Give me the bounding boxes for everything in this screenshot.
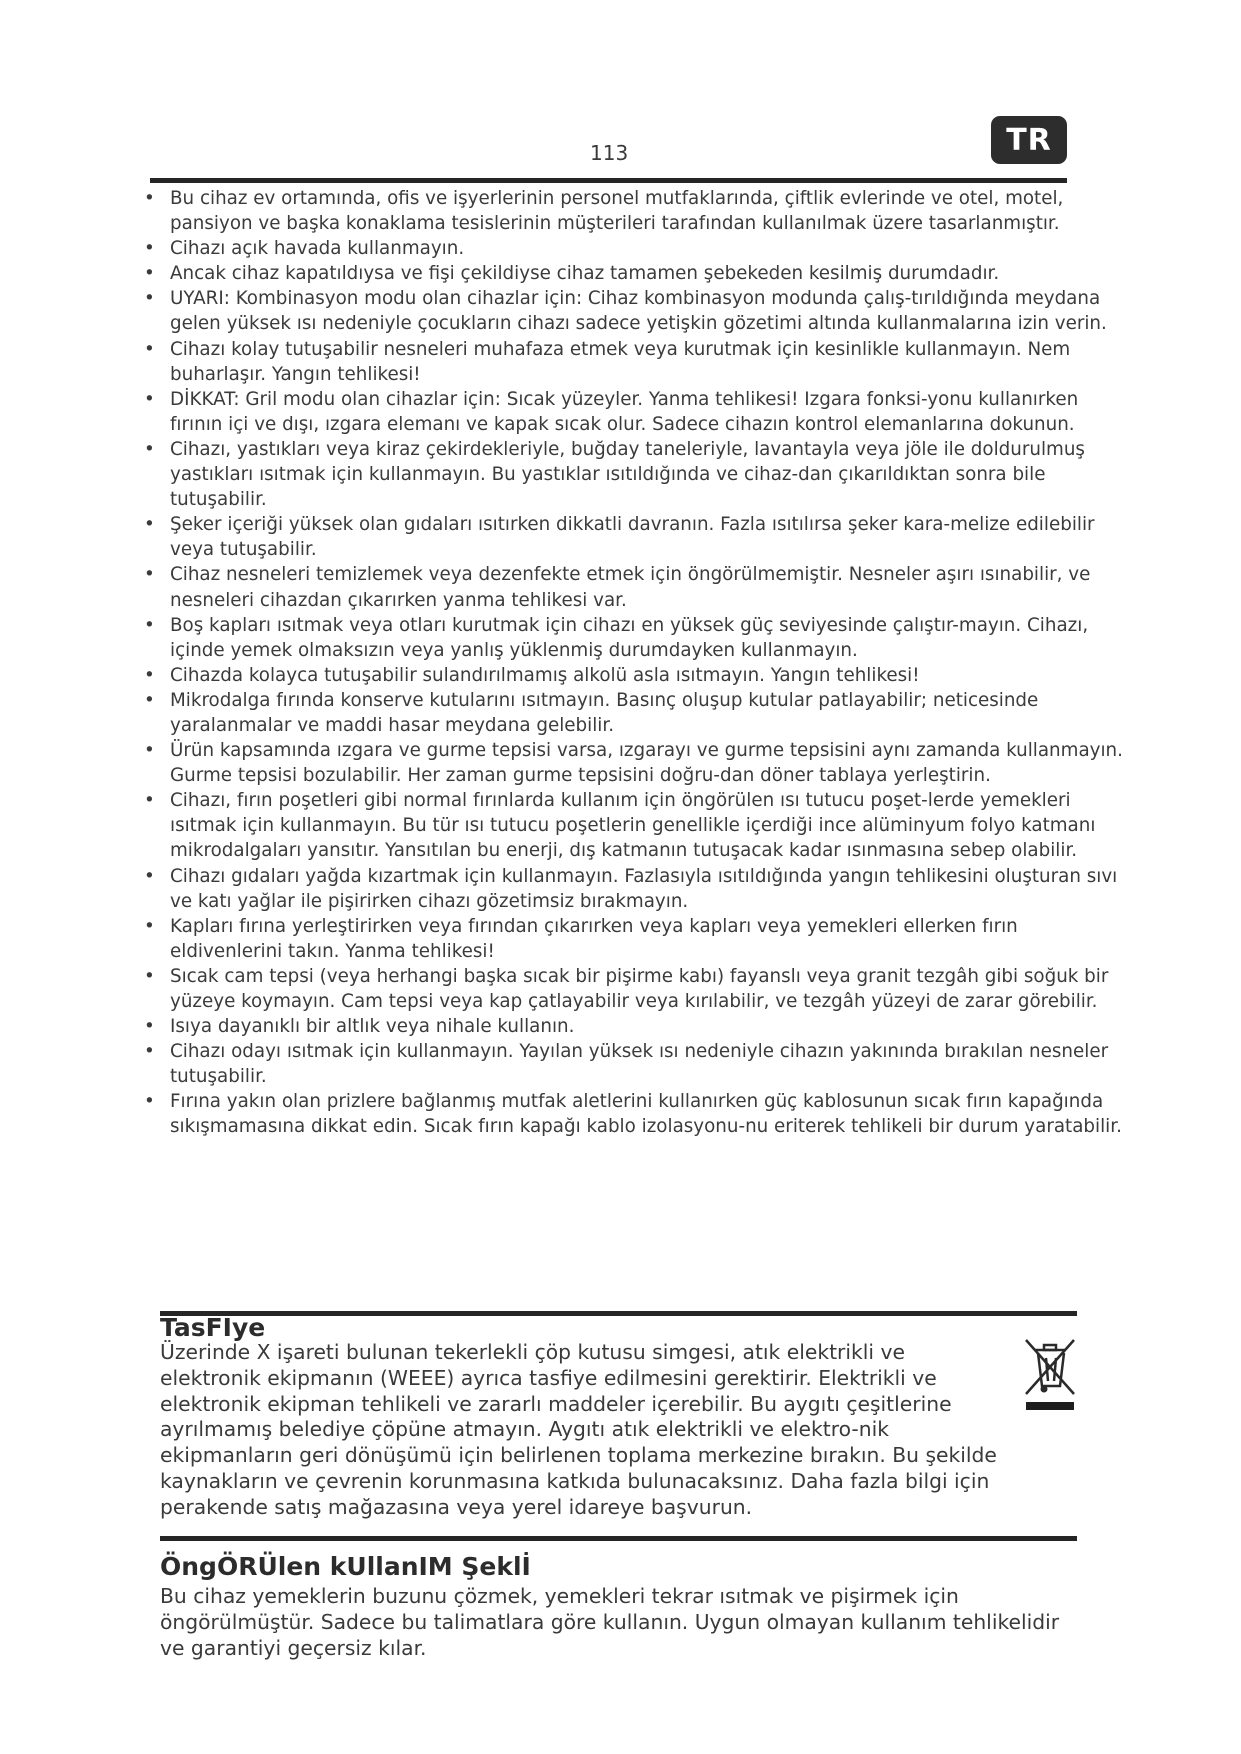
list-item — [144, 236, 1126, 261]
list-item — [144, 437, 1126, 512]
warning-text: Boş kapları ısıtmak veya otları kurutmak için cihazı en yüksek güç seviyesinde çalıştır-mayın. Cihazı, içinde yemek olmaksızın veya yanlış yüklenmiş durumdayken kullanmayın. — [170, 614, 1089, 661]
list-item — [144, 286, 1126, 336]
disposal-heading: TasFIye — [160, 1313, 266, 1342]
safety-warnings-list — [144, 186, 1126, 1140]
warning-text: Cihazı kolay tutuşabilir nesneleri muhafaza etmek veya kurutmak için kesinlikle kullanmayın. Nem buharlaşır. Yangın tehlikesi! — [170, 338, 1071, 385]
language-badge: TR — [991, 116, 1067, 164]
list-item — [144, 387, 1126, 437]
bullet: • — [144, 740, 155, 762]
bullet: • — [144, 865, 155, 887]
bullet: • — [144, 1041, 155, 1063]
list-item — [144, 964, 1126, 1014]
warning-text: Mikrodalga fırında konserve kutularını ısıtmayın. Basınç oluşup kutular patlayabilir; neticesinde yaralanmalar ve maddi hasar meydana gelebilir. — [170, 689, 1039, 736]
list-item — [144, 613, 1126, 663]
list-item — [144, 1039, 1126, 1089]
bullet: • — [144, 915, 155, 937]
intended-use-text: Bu cihaz yemeklerin buzunu çözmek, yemekleri tekrar ısıtmak ve pişirmek için öngörülmüştür. Sadece bu talimatlara göre kullanın. Uygun olmayan kullanım tehlikelidir ve garantiyi geçersiz kılar. — [160, 1584, 1060, 1660]
intended-use-divider — [160, 1536, 1077, 1541]
bullet: • — [144, 238, 155, 260]
warning-text: Cihaz nesneleri temizlemek veya dezenfekte etmek için öngörülmemiştir. Nesneler aşırı ısınabilir, ve nesneleri cihazdan çıkarırken yanma tehlikesi var. — [170, 564, 1091, 611]
bullet: • — [144, 564, 155, 586]
crossed-out-wheelie-bin-icon — [1022, 1336, 1078, 1412]
page-number: 113 — [590, 141, 629, 165]
warning-text: UYARI: Kombinasyon modu olan cihazlar için: Cihaz kombinasyon modunda çalış-tırıldığında meydana gelen yüksek ısı nedeniyle çocukların cihazı sadece yetişkin gözetimi altında kullanmalarına izin verin. — [170, 288, 1107, 335]
bullet: • — [144, 790, 155, 812]
list-item — [144, 186, 1126, 236]
list-item — [144, 788, 1126, 863]
warning-text: Kapları fırına yerleştirirken veya fırından çıkarırken veya kapları veya yemekleri ellerken fırın eldivenlerini takın. Yanma tehlikesi! — [170, 915, 1018, 962]
intended-use-heading: ÖngÖRÜlen kUllanIM Şeklİ — [160, 1552, 531, 1581]
bullet: • — [144, 338, 155, 360]
bullet: • — [144, 689, 155, 711]
list-item — [144, 1089, 1126, 1139]
list-item — [144, 512, 1126, 562]
bullet: • — [144, 438, 155, 460]
list-item — [144, 663, 1126, 688]
list-item — [144, 864, 1126, 914]
warning-text: Cihazı odayı ısıtmak için kullanmayın. Yayılan yüksek ısı nedeniyle cihazın yakınında bırakılan nesneler tutuşabilir. — [170, 1041, 1109, 1088]
warning-text: Cihazı açık havada kullanmayın. — [170, 238, 465, 260]
bullet: • — [144, 188, 155, 209]
bullet: • — [144, 388, 155, 410]
warning-text: Bu cihaz ev ortamında, ofis ve işyerlerinin personel mutfaklarında, çiftlik evlerinde ve otel, motel, pansiyon ve başka konaklama tesislerinin müşterileri tarafından kullanılmak üzere tasarlanmıştır. — [170, 188, 1064, 235]
warning-text: Sıcak cam tepsi (veya herhangi başka sıcak bir pişirme kabı) fayanslı veya granit tezgâh gibi soğuk bir yüzeye koymayın. Cam tepsi veya kap çatlayabilir veya kırılabilir, ve tezgâh yüzeyi de zarar görebilir. — [170, 965, 1109, 1012]
bullet: • — [144, 263, 155, 285]
bullet: • — [144, 664, 155, 686]
warning-text: Cihazı, fırın poşetleri gibi normal fırınlarda kullanım için öngörülen ısı tutucu poşet-lerde yemekleri ısıtmak için kullanmayın. Bu tür ısı tutucu poşetlerin genellikle içerdiği ince alüminyum folyo katmanı mikrodalgaları yansıtır. Yansıtılan bu enerji, dış katmanın tutuşacak kadar ısınmasına sebep olabilir. — [170, 790, 1096, 862]
bullet: • — [144, 614, 155, 636]
bullet: • — [144, 1016, 155, 1038]
disposal-text: Üzerinde X işareti bulunan tekerlekli çöp kutusu simgesi, atık elektrikli ve elektronik ekipmanın (WEEE) ayrıca tasfiye edilmesini gerektirir. Elektrikli ve elektronik ekipman tehlikeli ve zararlı maddeler içerebilir. Bu aygıtı çeşitlerine ayrılmamış belediye çöpüne atmayın. Aygıtı atık elektrikli ve elektro-nik ekipmanların geri dönüşümü için belirlenen toplama merkezine bırakın. Bu şekilde kaynakların ve çevrenin korunmasına katkıda bulunacaksınız. Daha fazla bilgi için perakende satış mağazasına veya yerel idareye başvurun. — [160, 1340, 997, 1519]
bullet: • — [144, 1091, 155, 1113]
list-item — [144, 562, 1126, 612]
list-item — [144, 1014, 1126, 1039]
warning-text: Fırına yakın olan prizlere bağlanmış mutfak aletlerini kullanırken güç kablosunun sıcak fırın kapağında sıkışmamasına dikkat edin. Sıcak fırın kapağı kablo izolasyonu-nu eriterek tehlikeli bir durum yaratabilir. — [170, 1091, 1122, 1138]
list-item — [144, 688, 1126, 738]
list-item — [144, 261, 1126, 286]
warning-text: Cihazı, yastıkları veya kiraz çekirdekleriyle, buğday taneleriyle, lavantayla veya jöle ile doldurulmuş yastıkları ısıtmak için kullanmayın. Bu yastıklar ısıtıldığında ve cihaz-dan çıkarıldıktan sonra bile tutuşabilir. — [170, 438, 1085, 511]
warning-text: Ancak cihaz kapatıldıysa ve fişi çekildiyse cihaz tamamen şebekeden kesilmiş durumdadır. — [170, 263, 1000, 285]
list-item — [144, 914, 1126, 964]
warning-text: Cihazı gıdaları yağda kızartmak için kullanmayın. Fazlasıyla ısıtıldığında yangın tehlikesini oluşturan sıvı ve katı yağlar ile pişirirken cihazı gözetimsiz bırakmayın. — [170, 865, 1118, 912]
bullet: • — [144, 288, 155, 310]
disposal-divider — [160, 1311, 1077, 1316]
warning-text: Cihazda kolayca tutuşabilir sulandırılmamış alkolü asla ısıtmayın. Yangın tehlikesi! — [170, 664, 920, 686]
warning-text: Şeker içeriği yüksek olan gıdaları ısıtırken dikkatli davranın. Fazla ısıtılırsa şeker kara-melize edilebilir veya tutuşabilir. — [170, 514, 1095, 561]
header-divider — [150, 178, 1067, 183]
warning-text: DİKKAT: Gril modu olan cihazlar için: Sıcak yüzeyler. Yanma tehlikesi! Izgara fonksi-yonu kullanırken fırının içi ve dışı, ızgara elemanı ve kapak sıcak olur. Sadece cihazın kontrol elemanlarına dokunun. — [170, 388, 1079, 435]
warning-text: Isıya dayanıklı bir altlık veya nihale kullanın. — [170, 1016, 575, 1038]
list-item — [144, 337, 1126, 387]
list-item — [144, 738, 1126, 788]
bullet: • — [144, 514, 155, 536]
bullet: • — [144, 965, 155, 987]
warning-text: Ürün kapsamında ızgara ve gurme tepsisi varsa, ızgarayı ve gurme tepsisini aynı zamanda kullanmayın. Gurme tepsisi bozulabilir. Her zaman gurme tepsisini doğru-dan döner tablaya yerleştirin. — [170, 740, 1123, 787]
